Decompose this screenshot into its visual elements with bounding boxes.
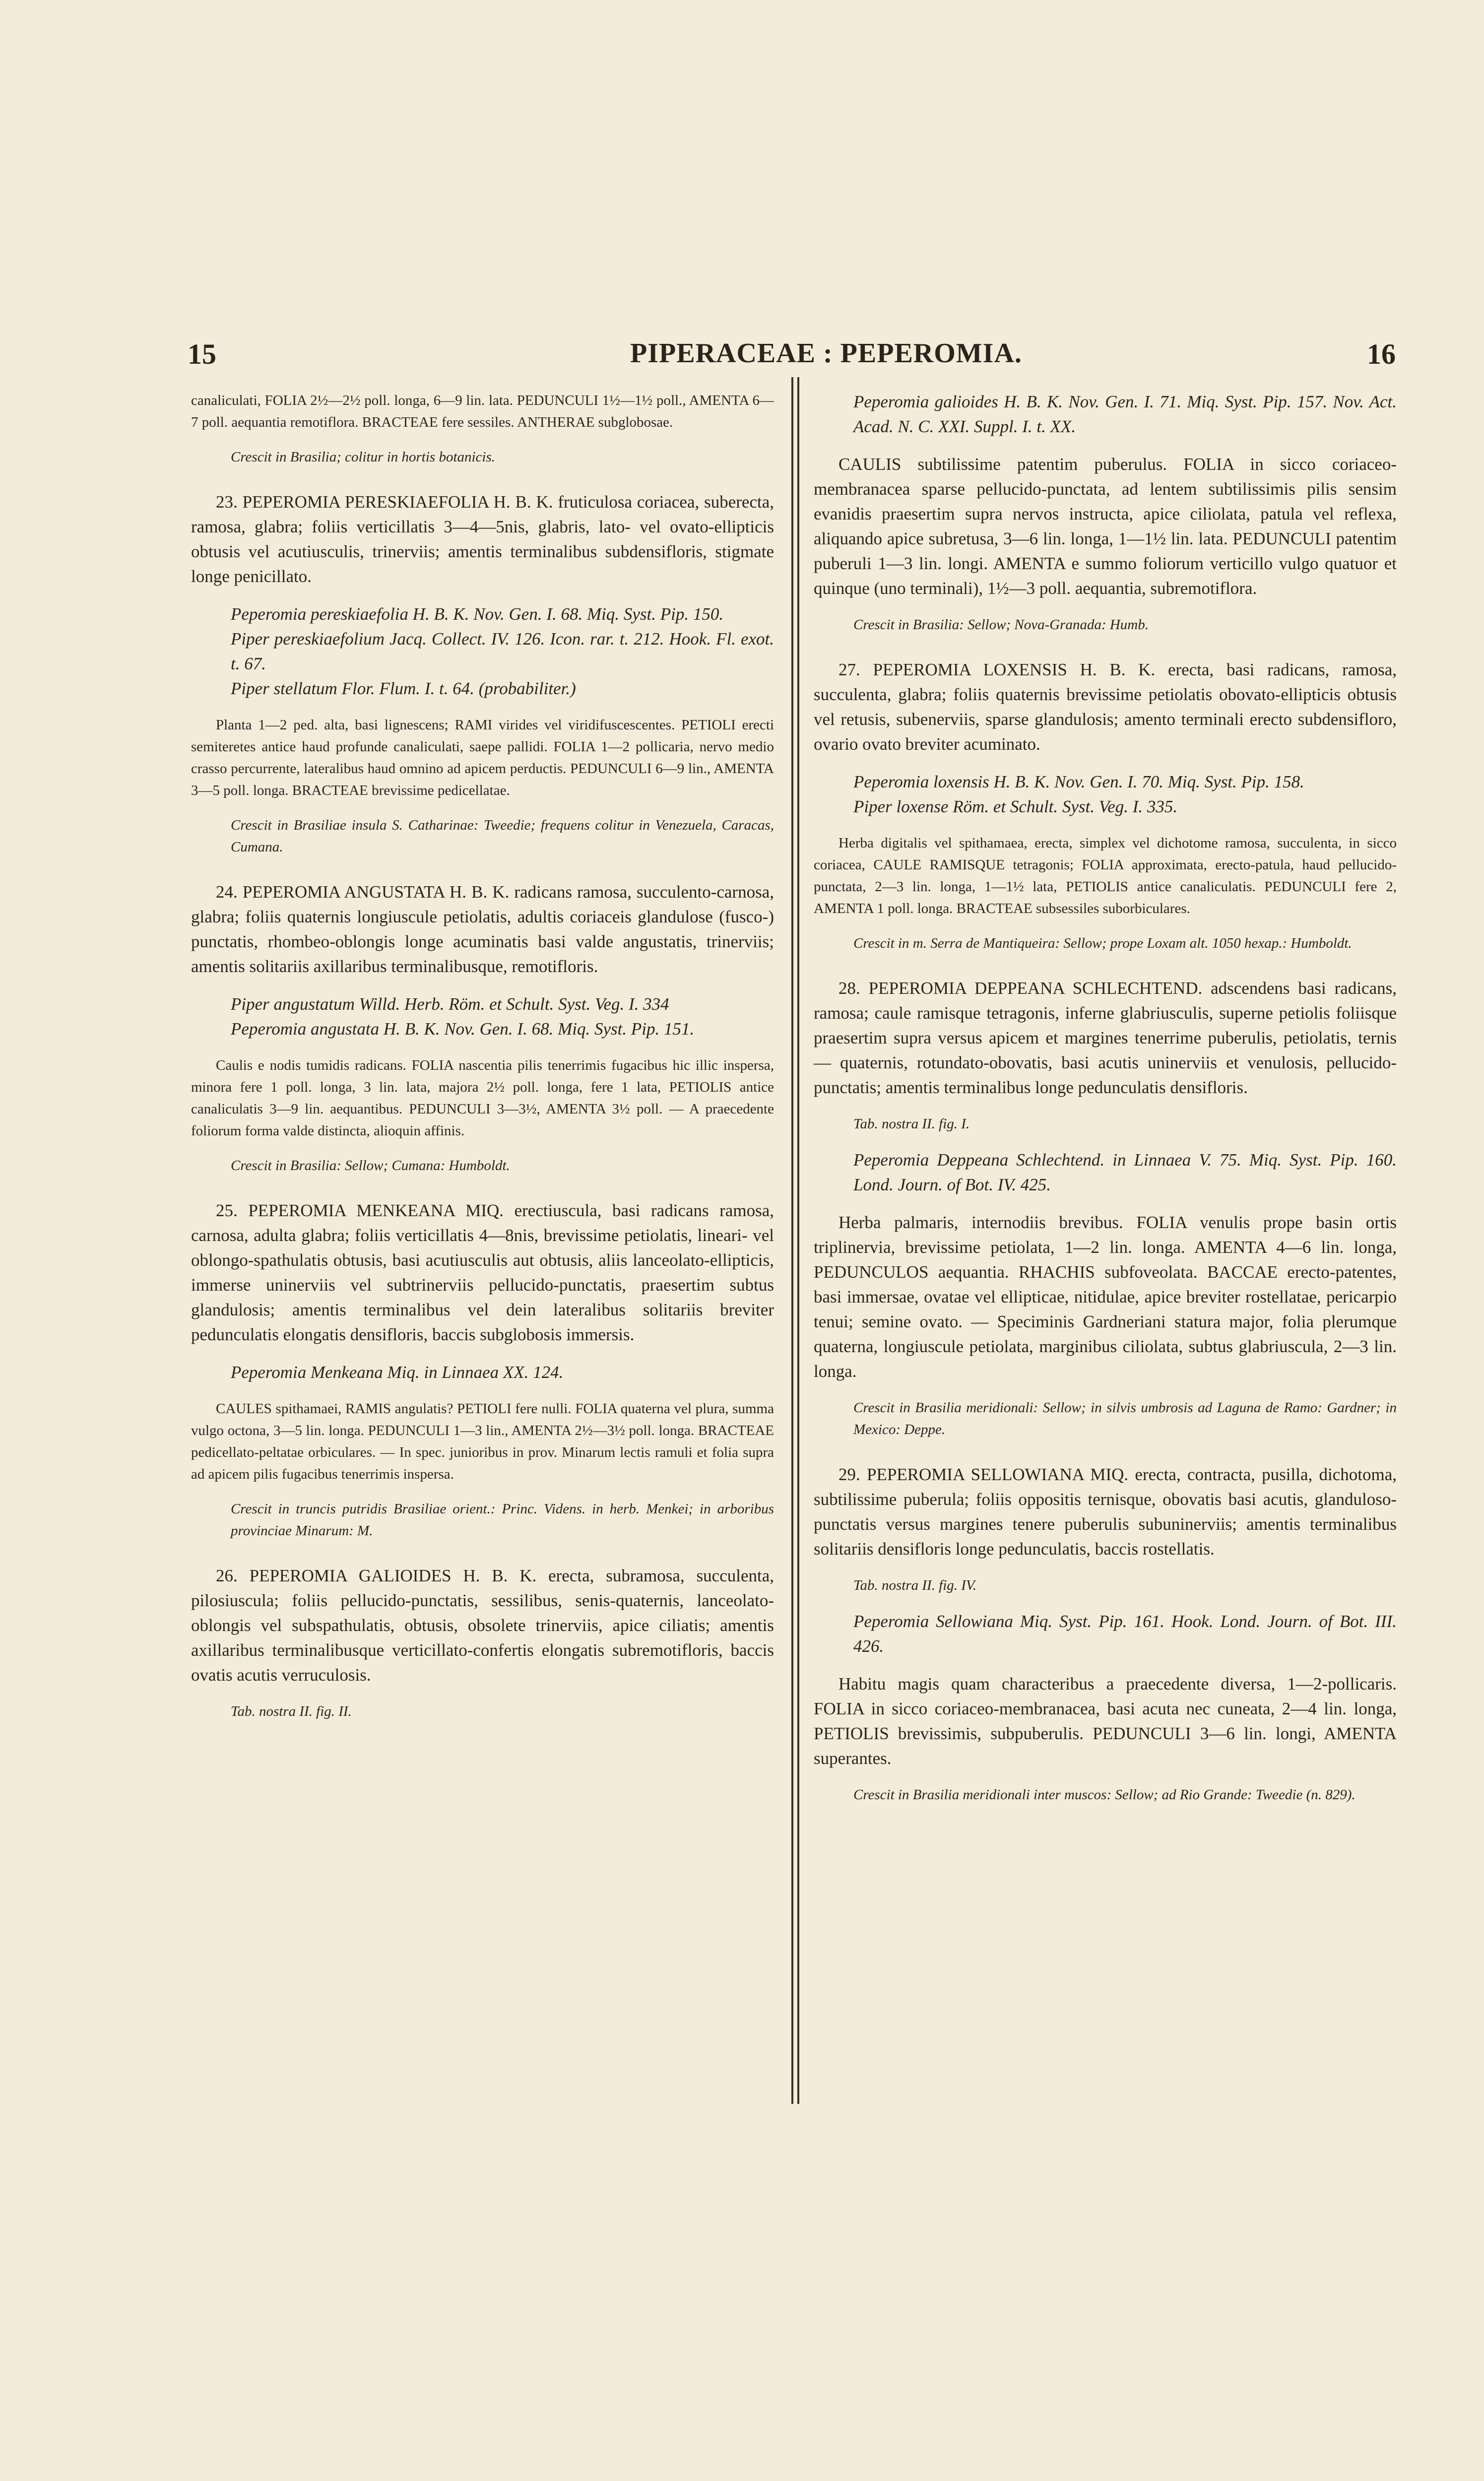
plate-reference: Tab. nostra II. fig. I. bbox=[853, 1116, 970, 1132]
right-column bbox=[814, 390, 1397, 1806]
habitat-note: Crescit in Brasilia meridionali: Sellow; in silvis umbrosis ad Laguna de Ramo: Gardner; in Mexico: Deppe. bbox=[853, 1400, 1397, 1437]
species-description: 27. PEPEROMIA LOXENSIS H. B. K. erecta, basi radicans, ramosa, succulenta, glabra; foliis quaternis brevissime petiolatis obovato-ellipticis obtusis vel retusis, subenerviis, sparse glandulosis; amento terminali erecto subdensifloro, ovario ovato breviter acuminato. bbox=[814, 660, 1397, 754]
habitat-note: Crescit in truncis putridis Brasiliae orient.: Princ. Videns. in herb. Menkei; in arboribus provinciae Minarum: M. bbox=[231, 1501, 774, 1539]
habitat-note: Crescit in m. Serra de Mantiqueira: Sellow; prope Loxam alt. 1050 hexap.: Humboldt. bbox=[853, 935, 1352, 951]
synonym-reference: Piper pereskiaefolium Jacq. Collect. IV. 126. Icon. rar. t. 212. Hook. Fl. exot. t. 67. bbox=[231, 629, 774, 673]
paragraph: Herba digitalis vel spithamaea, erecta, simplex vel dichotome ramosa, succulenta, in sicco coriacea, CAULE RAMISQUE tetragonis; FOLIA approximata, erecto-patula, haud pellucido-punctata, 2—3 lin. longa, 1—1½ lata, PETIOLIS antice canaliculatis. PEDUNCULI fere 2, AMENTA 1 poll. longa. BRACTEAE subsessiles suborbiculares. bbox=[814, 835, 1397, 916]
synonym-reference: Peperomia Sellowiana Miq. Syst. Pip. 161. Hook. Lond. Journ. of Bot. III. 426. bbox=[853, 1612, 1397, 1656]
synonym-reference: Peperomia loxensis H. B. K. Nov. Gen. I. 70. Miq. Syst. Pip. 158. bbox=[853, 772, 1304, 791]
column-divider bbox=[791, 377, 799, 2104]
species-description: 25. PEPEROMIA MENKEANA MIQ. erectiuscula, basi radicans ramosa, carnosa, adulta glabra; foliis verticillatis 4—8nis, brevissime petiolatis, lineari- vel oblongo-spathulatis obtusis, basi acutiusculis aut obtusis, aliis lanceolato-ellipticis, immerse uninerviis vel subtrinerviis pellucido-punctatis, praesertim subtus glandulosis; amentis terminalibus vel dein lateralibus solitariis breviter pedunculatis elongatis densifloris, baccis subglobosis immersis. bbox=[191, 1201, 774, 1344]
synonym-reference: Piper loxense Röm. et Schult. Syst. Veg. I. 335. bbox=[853, 797, 1178, 816]
paragraph: canaliculati, FOLIA 2½—2½ poll. longa, 6—9 lin. lata. PEDUNCULI 1½—1½ poll., AMENTA 6—7 poll. aequantia remotiflora. BRACTEAE fere sessiles. ANTHERAE subglobosae. bbox=[191, 392, 774, 430]
paragraph: Habitu magis quam characteribus a praecedente diversa, 1—2-pollicaris. FOLIA in sicco coriaceo-membranacea, basi acuta nec cuneata, 2—4 lin. longa, PETIOLIS brevissimis, subpuberulis. PEDUNCULI 3—6 lin. longi, AMENTA superantes. bbox=[814, 1674, 1397, 1768]
running-title: PIPERACEAE : PEPEROMIA. bbox=[630, 338, 1022, 369]
paragraph: CAULES spithamaei, RAMIS angulatis? PETIOLI fere nulli. FOLIA quaterna vel plura, summa vulgo octona, 3—5 lin. longa. PEDUNCULI 1—3 lin., AMENTA 2½—3½ poll. longa. BRACTEAE pedicellato-peltatae orbiculares. — In spec. junioribus in prov. Minarum lectis ramuli et folia supra ad apicem pilis fugacibus tenerrimis inspersa. bbox=[191, 1401, 774, 1482]
plate-reference: Tab. nostra II. fig. II. bbox=[231, 1703, 352, 1719]
page-number-right: 16 bbox=[1367, 338, 1396, 370]
synonym-reference: Peperomia pereskiaefolia H. B. K. Nov. Gen. I. 68. Miq. Syst. Pip. 150. bbox=[231, 604, 724, 624]
paragraph: CAULIS subtilissime patentim puberulus. FOLIA in sicco coriaceo-membranacea sparse pellucido-punctata, ad lentem subtilissimis pilis sensim evanidis praesertim supra nervos instructa, apice ciliolata, patula vel reflexa, aliquando apice subretusa, 3—6 lin. longa, 1—1½ lin. lata. PEDUNCULI patentim puberuli 1—3 lin. longi. AMENTA e summo foliorum verticillo vulgo quatuor et quinque (uno terminali), 1½—3 poll. aequantia, subremotiflora. bbox=[814, 455, 1397, 598]
species-description: 23. PEPEROMIA PERESKIAEFOLIA H. B. K. fruticulosa coriacea, suberecta, ramosa, glabra; foliis verticillatis 3—4—5nis, glabris, lato- vel ovato-ellipticis obtusis vel acutiusculis, trinerviis; amentis terminalibus subdensifloris, stigmate longe penicillato. bbox=[191, 492, 774, 586]
synonym-reference: Piper stellatum Flor. Flum. I. t. 64. (probabiliter.) bbox=[231, 679, 576, 698]
paragraph: Planta 1—2 ped. alta, basi lignescens; RAMI virides vel viridifuscescentes. PETIOLI erecti semiteretes antice haud profunde canaliculati, saepe pallidi. FOLIA 1—2 pollicaria, nervo medio crasso percurrente, lateralibus haud omnino ad apicem perductis. PEDUNCULI 6—9 lin., AMENTA 3—5 poll. longa. BRACTEAE brevissime pedicellatae. bbox=[191, 717, 774, 798]
species-description: 24. PEPEROMIA ANGUSTATA H. B. K. radicans ramosa, succulento-carnosa, glabra; foliis quaternis longiuscule petiolatis, adultis coriaceis glandulose (fusco-) punctatis, rhombeo-oblongis longe acuminatis basi valde angustatis, trinerviis; amentis solitariis axillaribus terminalibusque, remotifloris. bbox=[191, 882, 774, 976]
left-column bbox=[191, 390, 774, 1722]
plate-reference: Tab. nostra II. fig. IV. bbox=[853, 1577, 977, 1593]
species-description: 29. PEPEROMIA SELLOWIANA MIQ. erecta, contracta, pusilla, dichotoma, subtilissime puberula; foliis oppositis ternisque, obovatis basi acutis, glanduloso-punctatis versus margines tenere puberulis subuninerviis; amentis terminalibus solitariis densifloris longe pedunculatis, baccis rostellatis. bbox=[814, 1465, 1397, 1559]
page-header bbox=[0, 337, 1484, 377]
habitat-note: Crescit in Brasiliae insula S. Catharinae: Tweedie; frequens colitur in Venezuela, Caracas, Cumana. bbox=[231, 817, 774, 855]
synonym-reference: Piper angustatum Willd. Herb. Röm. et Schult. Syst. Veg. I. 334 bbox=[231, 994, 669, 1014]
species-description: 28. PEPEROMIA DEPPEANA SCHLECHTEND. adscendens basi radicans, ramosa; caule ramisque tetragonis, inferne glabriusculis, superne petiolis foliisque praesertim supra versus apicem et margines tenerrime puberulis, petiolatis, ternis — quaternis, rotundato-obovatis, basi acutis uninerviis et venulosis, pellucido-punctatis; amentis terminalibus longe pedunculatis densifloris. bbox=[814, 979, 1397, 1097]
habitat-note: Crescit in Brasilia: Sellow; Cumana: Humboldt. bbox=[231, 1158, 510, 1174]
habitat-note: Crescit in Brasilia: Sellow; Nova-Granada: Humb. bbox=[853, 617, 1149, 633]
paragraph: Herba palmaris, internodiis brevibus. FOLIA venulis prope basin ortis triplinervia, brevissime petiolata, 1—2 lin. longa. AMENTA 4—6 lin. longa, PEDUNCULOS aequantia. RHACHIS subfoveolata. BACCAE erecto-patentes, basi immersae, ovatae vel ellipticae, nitidulae, apice breviter rostellatae, pericarpio tenui; semine ovato. — Speciminis Gardneriani statura major, folia plerumque quaterna, longiuscule petiolata, marginibus ciliolata, subtus glabriuscula, 2—3 lin. longa. bbox=[814, 1213, 1397, 1381]
page-number-left: 15 bbox=[188, 338, 216, 370]
paragraph: Caulis e nodis tumidis radicans. FOLIA nascentia pilis tenerrimis fugacibus hic illic inspersa, minora fere 1 poll. longa, 3 lin. lata, majora 2½ poll. longa, fere 1 lata, PETIOLIS antice canaliculatis 3—9 lin. aequantibus. PEDUNCULI 3—3½, AMENTA 3½ poll. — A praecedente foliorum forma valde distincta, alioquin affinis. bbox=[191, 1057, 774, 1139]
synonym-reference: Peperomia galioides H. B. K. Nov. Gen. I. 71. Miq. Syst. Pip. 157. Nov. Act. Acad. N. C. XXI. Suppl. I. t. XX. bbox=[853, 392, 1397, 436]
habitat-note: Crescit in Brasilia; colitur in hortis botanicis. bbox=[231, 449, 496, 465]
synonym-reference: Peperomia Menkeana Miq. in Linnaea XX. 124. bbox=[231, 1363, 564, 1382]
synonym-reference: Peperomia Deppeana Schlechtend. in Linnaea V. 75. Miq. Syst. Pip. 160. Lond. Journ. of Bot. IV. 425. bbox=[853, 1150, 1397, 1194]
species-description: 26. PEPEROMIA GALIOIDES H. B. K. erecta, subramosa, succulenta, pilosiuscula; foliis pellucido-punctatis, sessilibus, senis-quaternis, lanceolato-oblongis vel subspathulatis, obtusis, obsolete trinerviis, apice ciliatis; amentis axillaribus terminalibusque verticillato-confertis elongatis subremotifloris, baccis ovatis acutis verruculosis. bbox=[191, 1566, 774, 1685]
synonym-reference: Peperomia angustata H. B. K. Nov. Gen. I. 68. Miq. Syst. Pip. 151. bbox=[231, 1019, 695, 1039]
habitat-note: Crescit in Brasilia meridionali inter muscos: Sellow; ad Rio Grande: Tweedie (n. 829). bbox=[853, 1787, 1355, 1803]
